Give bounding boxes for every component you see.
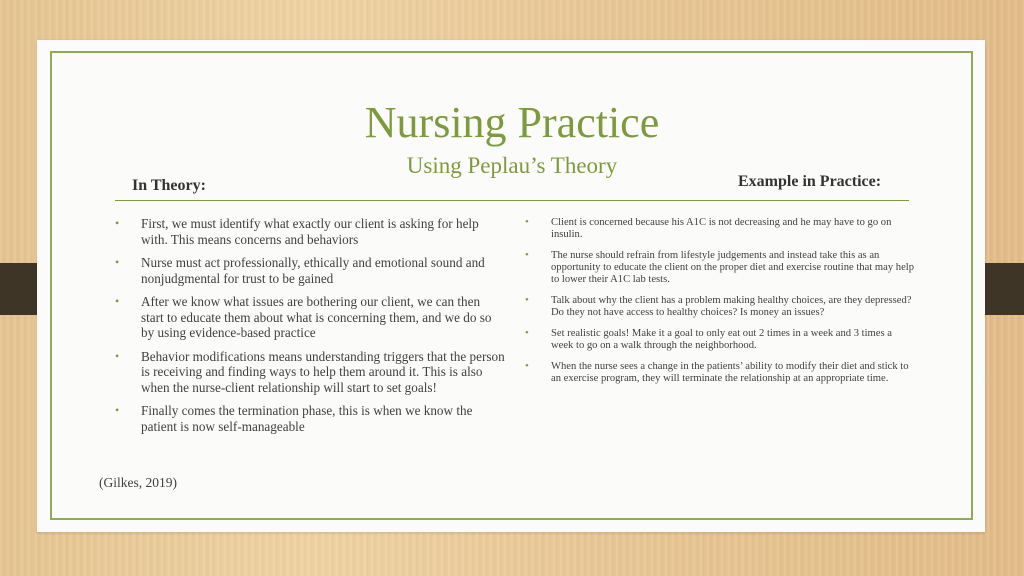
slide-subtitle: Using Peplau’s Theory: [406, 153, 618, 178]
bullet-icon: •: [525, 327, 529, 339]
heading-divider: [115, 200, 909, 201]
theory-heading: In Theory:: [132, 177, 206, 194]
list-item: [525, 250, 915, 286]
list-item: [115, 216, 505, 247]
practice-point-text: Client is concerned because his A1C is not decreasing and he may have to go on insulin.: [551, 217, 892, 240]
practice-point-text: The nurse should refrain from lifestyle judgements and instead take this as an opportunity to educate the client on the proper diet and exercise routine that may help to lower their A1C lab tests.: [551, 250, 915, 285]
theory-point-text: Nurse must act professionally, ethically and emotional sound and nonjudgmental for trust to be gained: [141, 255, 485, 286]
practice-list: [525, 217, 915, 394]
bullet-icon: •: [525, 294, 529, 306]
citation: (Gilkes, 2019): [99, 475, 177, 490]
theory-point-text: Finally comes the termination phase, this is when we know the patient is now self-manageable: [141, 403, 473, 434]
theory-point-text: Behavior modifications means understanding triggers that the person is receiving and finding ways to help them around it. This is also when the nurse-client relationship will start to set goals!: [141, 348, 505, 395]
bullet-icon: •: [115, 216, 120, 230]
theory-list: [115, 216, 505, 442]
list-item: [525, 328, 915, 352]
bullet-icon: •: [115, 348, 120, 363]
theory-point-text: After we know what issues are bothering our client, we can then start to educate them about what is concerning them, and we do so by using evidence-based practice: [141, 294, 492, 340]
slide-title: Nursing Practice: [364, 98, 660, 147]
theory-point-text: First, we must identify what exactly our client is asking for help with. This means concerns and behaviors: [141, 216, 479, 247]
bullet-icon: •: [115, 403, 120, 417]
list-item: [115, 349, 505, 396]
practice-point-text: Set realistic goals! Make it a goal to only eat out 2 times in a week and 3 times a week to go on a walk through the neighborhood.: [551, 328, 892, 351]
bullet-icon: •: [525, 360, 529, 372]
bullet-icon: •: [525, 249, 529, 261]
list-item: [115, 294, 505, 341]
list-item: [525, 361, 915, 385]
bullet-icon: •: [525, 216, 529, 228]
list-item: [115, 403, 505, 434]
bullet-icon: •: [115, 255, 120, 269]
practice-heading: Example in Practice:: [738, 173, 882, 190]
practice-point-text: When the nurse sees a change in the patients’ ability to modify their diet and stick to an exercise program, they will terminate the relationship at an appropriate time.: [551, 361, 909, 384]
bullet-icon: •: [115, 294, 120, 308]
practice-point-text: Talk about why the client has a problem making healthy choices, are they depressed? Do they not have access to healthy choices? Is money an issues?: [551, 295, 912, 318]
list-item: [525, 217, 915, 241]
list-item: [525, 295, 915, 319]
list-item: [115, 255, 505, 286]
